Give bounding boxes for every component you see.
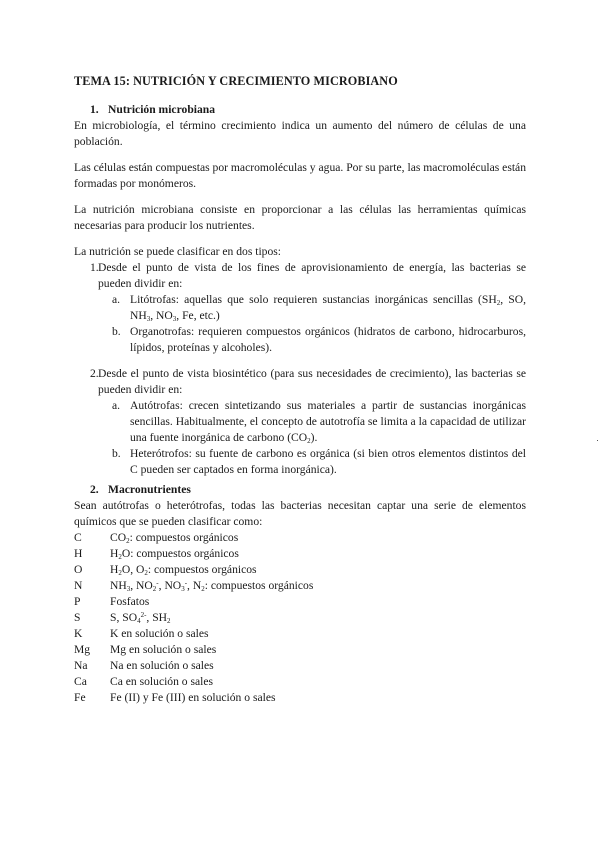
paragraph-growth: En microbiología, el término crecimiento indica un aumento del número de células de una población. [74, 119, 526, 148]
section-title: Macronutrientes [108, 483, 191, 496]
document-title: TEMA 15: NUTRICIÓN Y CRECIMIENTO MICROBIANO [74, 74, 398, 88]
element-row-s [74, 610, 526, 626]
list-item-energy [74, 260, 526, 292]
element-row-na [74, 658, 526, 674]
element-sources: $H_2O$, $O_2$: compuestos orgánicos [110, 563, 257, 577]
element-row-fe [74, 690, 526, 706]
element-row-h [74, 546, 526, 562]
element-row-n [74, 578, 526, 594]
sublist-item-text: Heterótrofos: su fuente de carbono es orgánica (si bien otros elementos distintos del C pueden ser captados en forma inorgánica). [130, 447, 526, 476]
element-symbol: C [74, 531, 82, 544]
element-sources: $NH_3$, $NO_2^-$, $NO_3^-$, $N_2$: compuestos orgánicos [110, 579, 314, 593]
section-heading-2 [74, 482, 526, 498]
text-part: , Fe, etc.) [176, 309, 220, 322]
section-heading-1 [74, 102, 526, 118]
element-symbol: P [74, 595, 81, 608]
element-symbol: Na [74, 659, 88, 672]
element-sources: Fosfatos [110, 595, 150, 608]
element-symbol: S [74, 611, 81, 624]
subscript: 2 [307, 437, 311, 445]
element-symbol: Mg [74, 643, 91, 656]
element-symbol: O [74, 563, 83, 576]
element-sources: $H_2O$: compuestos orgánicos [110, 547, 239, 561]
sublist-letter: a. [112, 293, 121, 306]
section-title: Nutrición microbiana [108, 103, 216, 116]
text-part: , NO [150, 309, 173, 322]
paragraph-classification: La nutrición se puede clasificar en dos tipos: [74, 245, 282, 258]
sublist-item-organotrofas [74, 324, 526, 356]
element-symbol: K [74, 627, 83, 640]
element-row-p [74, 594, 526, 610]
paragraph-nutrition: La nutrición microbiana consiste en proporcionar a las células las herramientas químicas necesarias para producir los nutrientes. [74, 203, 526, 232]
element-sources: $CO_2$: compuestos orgánicos [110, 531, 239, 545]
element-symbol: N [74, 579, 83, 592]
element-sources: Fe (II) y Fe (III) en solución o sales [110, 691, 276, 704]
list-number: 1. [90, 261, 99, 274]
sublist-item-litotrofas [74, 292, 526, 324]
list-item-biosynthetic [74, 366, 526, 398]
text-part: ). [310, 431, 318, 444]
element-symbol: H [74, 547, 83, 560]
document-page [74, 73, 526, 706]
text-part: Litótrofas: aquellas que solo requieren sustancias inorgánicas sencillas (SH [130, 293, 497, 306]
sublist-letter: b. [112, 325, 121, 338]
element-row-ca [74, 674, 526, 690]
element-sources: Mg en solución o sales [110, 643, 217, 656]
stray-mark [597, 440, 598, 441]
sublist-item-autotrofas [74, 398, 526, 446]
paragraph-cells: Las células están compuestas por macromoléculas y agua. Por su parte, las macromoléculas están formadas por monómeros. [74, 161, 526, 190]
elements-list [74, 530, 526, 706]
sublist-item-heterotrofos [74, 446, 526, 478]
sublist-letter: b. [112, 447, 121, 460]
sublist-item-text: Organotrofas: requieren compuestos orgánicos (hidratos de carbono, hidrocarburos, lípidos, proteínas y alcoholes). [130, 325, 526, 354]
subscript: 3 [172, 315, 177, 323]
text-part: Autótrofas: crecen sintetizando sus materiales a partir de sustancias inorgánicas sencillas. Habitualmente, el concepto de autotrofía se limita a la capacidad de utilizar una fuente inorgánica de carbono (CO [130, 399, 526, 444]
section-number: 1. [90, 103, 99, 116]
subscript: 3 [146, 315, 151, 323]
element-symbol: Fe [74, 691, 86, 704]
paragraph-macronutrients: Sean autótrofas o heterótrofas, todas las bacterias necesitan captar una serie de elementos químicos que se pueden clasificar como: [74, 499, 526, 528]
element-sources: Na en solución o sales [110, 659, 214, 672]
section-number: 2. [90, 483, 99, 496]
subscript: 2 [496, 299, 501, 307]
element-symbol: Ca [74, 675, 87, 688]
element-sources: K en solución o sales [110, 627, 209, 640]
text-part: , SO, NH [130, 293, 526, 322]
list-item-text: Desde el punto de vista de los fines de aprovisionamiento de energía, las bacterias se pueden dividir en: [98, 261, 526, 290]
element-row-c [74, 530, 526, 546]
sublist-letter: a. [112, 399, 121, 412]
element-row-o [74, 562, 526, 578]
list-item-text: Desde el punto de vista biosintético (para sus necesidades de crecimiento), las bacterias se pueden dividir en: [98, 367, 526, 396]
element-sources: Ca en solución o sales [110, 675, 214, 688]
element-row-k [74, 626, 526, 642]
list-number: 2. [90, 367, 99, 380]
element-row-mg [74, 642, 526, 658]
element-sources: S, $SO_4^{2-}$, $SH_2$ [110, 611, 171, 625]
